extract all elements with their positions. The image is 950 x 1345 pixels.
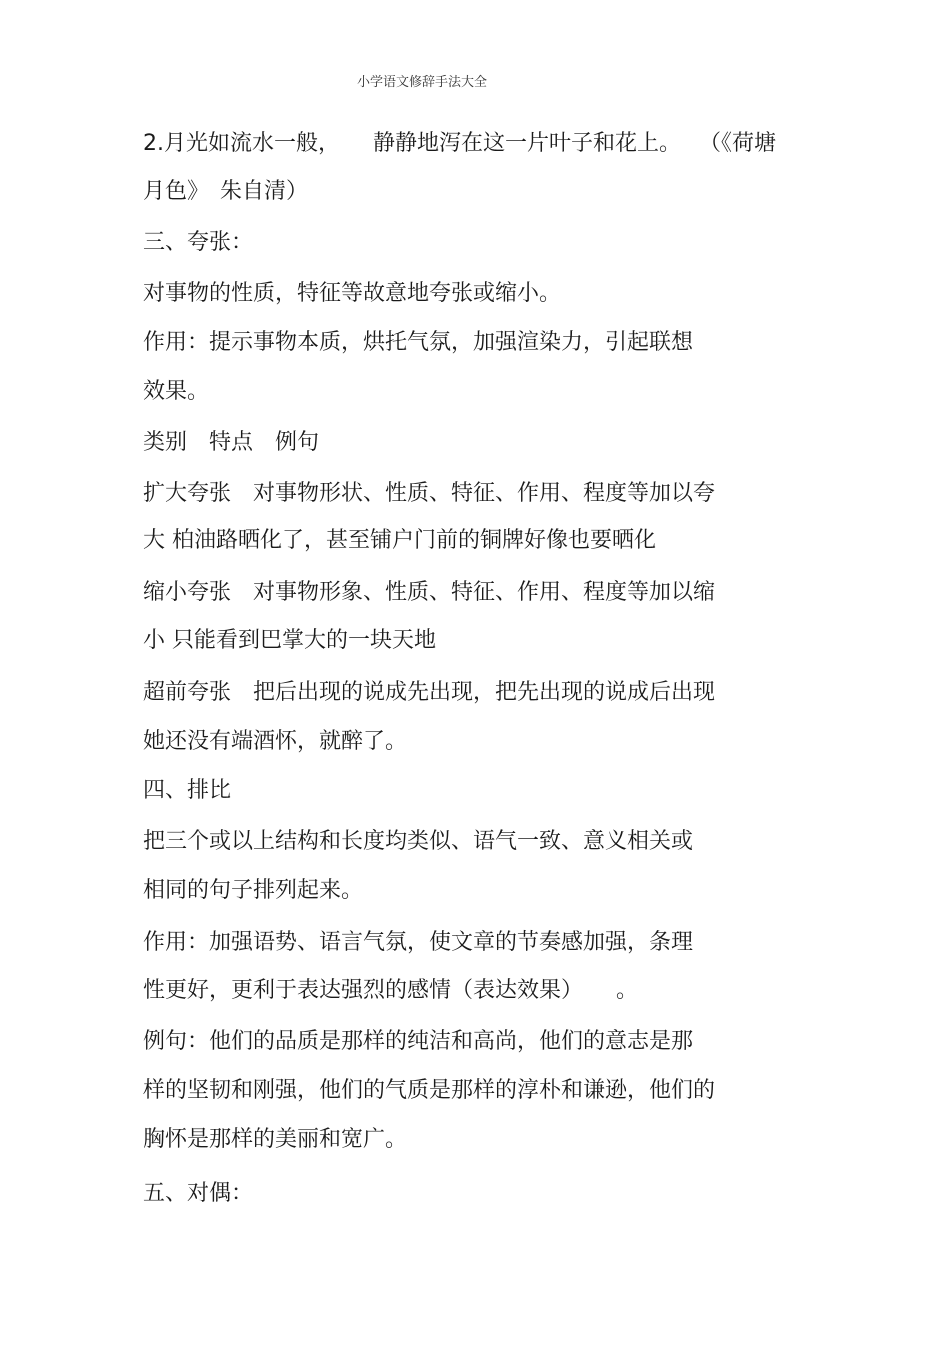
text-line-2: 月色》 朱自清）	[143, 179, 309, 204]
text-line-12: 超前夸张 把后出现的说成先出现，把先出现的说成后出现	[143, 680, 716, 705]
page-header: 小学语文修辞手法大全	[357, 75, 488, 90]
text-line-1: 2.月光如流水一般， 静静地泻在这一片叶子和花上。 （《荷塘	[143, 131, 776, 156]
text-line-11: 小 只能看到巴掌大的一块天地	[143, 628, 436, 653]
section-heading-kuazhang: 三、夸张：	[143, 230, 254, 255]
section-heading-duiou: 五、对偶：	[143, 1181, 254, 1206]
text-line-4: 对事物的性质，特征等故意地夸张或缩小。	[143, 281, 562, 306]
text-line-10: 缩小夸张 对事物形象、性质、特征、作用、程度等加以缩	[143, 580, 716, 605]
text-line-13: 她还没有端酒怀，就醉了。	[143, 729, 408, 754]
text-line-18: 性更好，更利于表达强烈的感情（表达效果） 。	[143, 978, 639, 1003]
text-line-5: 作用：提示事物本质，烘托气氛，加强渲染力，引起联想	[143, 330, 694, 355]
text-line-8: 扩大夸张 对事物形状、性质、特征、作用、程度等加以夸	[143, 481, 716, 506]
text-line-16: 相同的句子排列起来。	[143, 878, 364, 903]
text-line-15: 把三个或以上结构和长度均类似、语气一致、意义相关或	[143, 829, 694, 854]
text-line-19: 例句：他们的品质是那样的纯洁和高尚，他们的意志是那	[143, 1029, 694, 1054]
text-line-17: 作用：加强语势、语言气氛，使文章的节奏感加强，条理	[143, 930, 694, 955]
section-heading-paibi: 四、排比	[143, 778, 232, 803]
text-line-21: 胸怀是那样的美丽和宽广。	[143, 1127, 408, 1152]
text-line-9: 大 柏油路晒化了，甚至铺户门前的铜牌好像也要晒化	[143, 528, 656, 553]
text-line-20: 样的坚韧和刚强，他们的气质是那样的淳朴和谦逊，他们的	[143, 1078, 716, 1103]
text-line-6: 效果。	[143, 379, 210, 404]
table-header-line: 类别 特点 例句	[143, 430, 320, 455]
